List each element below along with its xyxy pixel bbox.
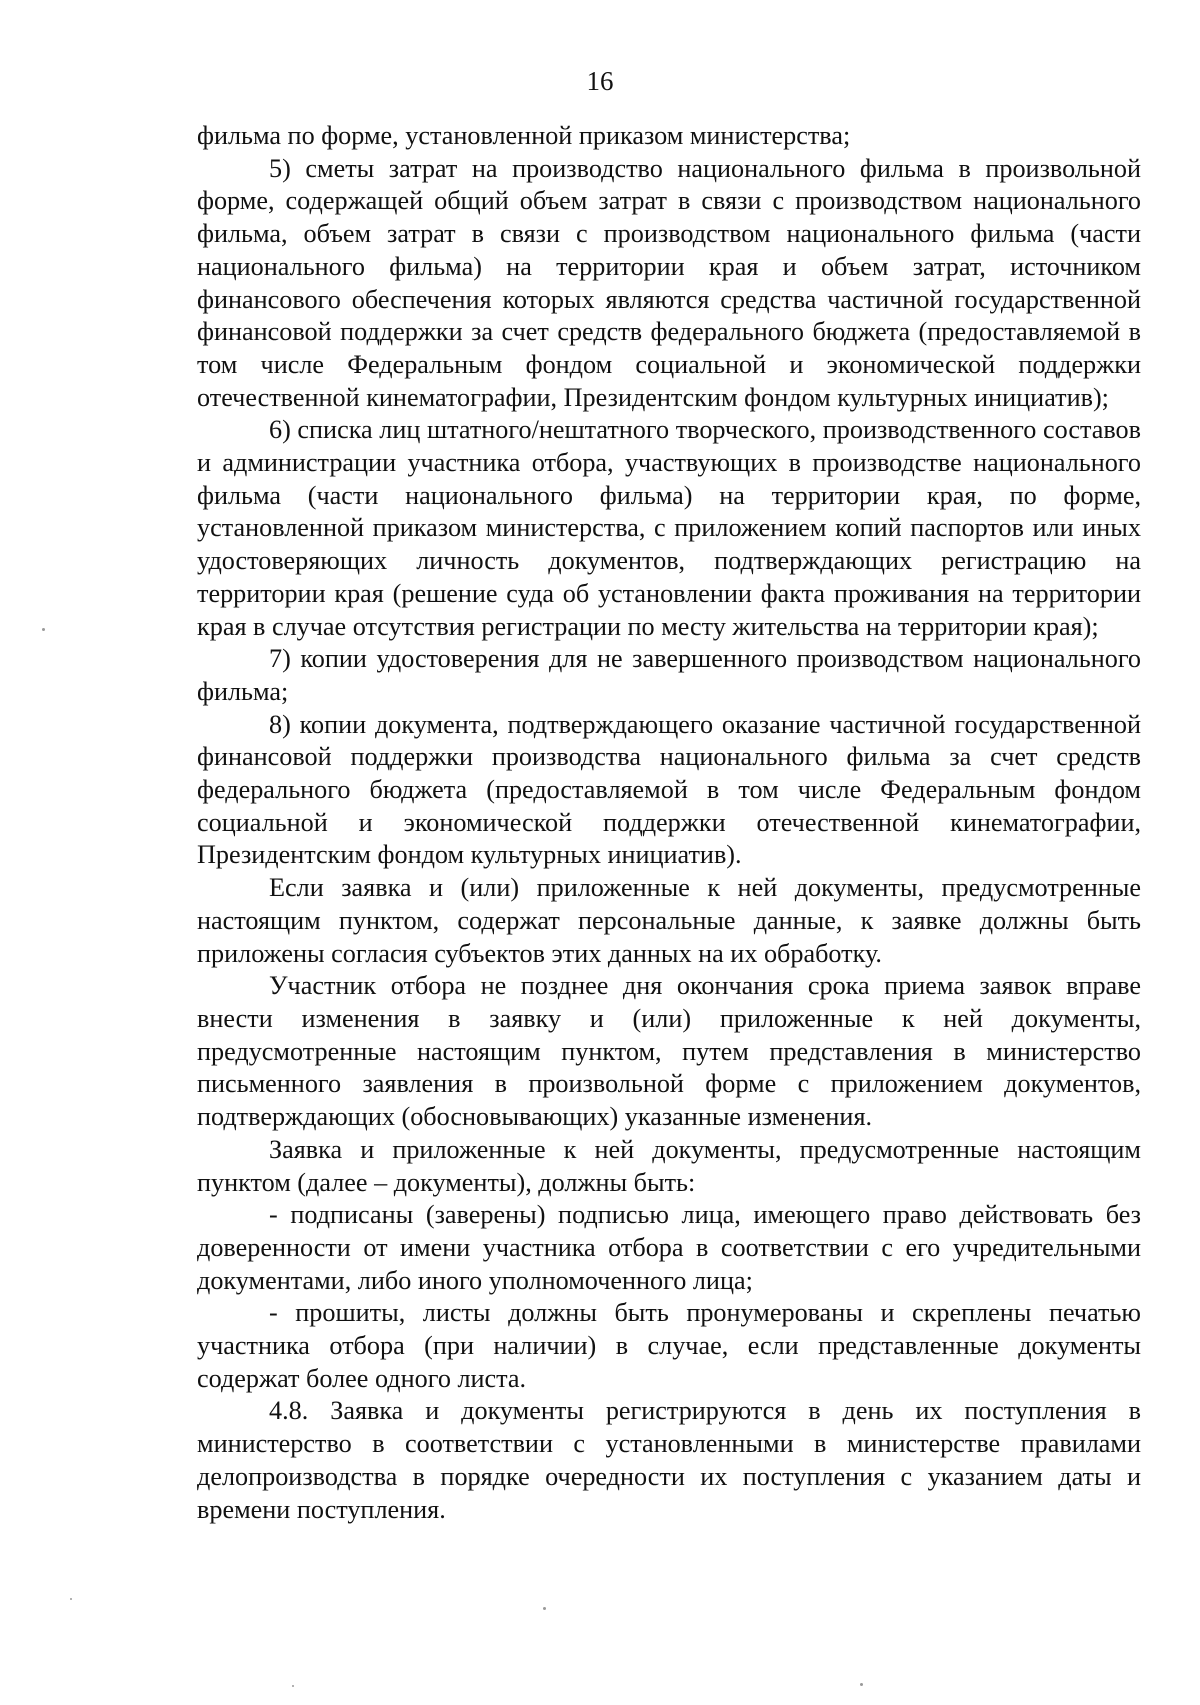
document-body bbox=[197, 120, 1141, 1526]
paragraph-changes: Участник отбора не позднее дня окончания срока приема заявок вправе внести изменения в заявку и (или) приложенные к ней документы, предусмотренные настоящим пунктом, путем представления в министерство письменного заявления в произвольной форме с приложением документов, подтверждающих (обосновывающих) указанные изменения. bbox=[197, 971, 1141, 1132]
page-number: 16 bbox=[586, 66, 614, 96]
scan-speck bbox=[860, 1683, 863, 1686]
paragraph-personal-data: Если заявка и (или) приложенные к ней документы, предусмотренные настоящим пунктом, содержат персональные данные, к заявке должны быть приложены согласия субъектов этих данных на их обработку. bbox=[197, 873, 1141, 968]
paragraph-item-7: 7) копии удостоверения для не завершенного производством национального фильма; bbox=[197, 644, 1141, 706]
paragraph-4-8: 4.8. Заявка и документы регистрируются в день их поступления в министерство в соответствии с установленными в министерстве правилами делопроизводства в порядке очередности их поступления с указанием даты и времени поступления. bbox=[197, 1396, 1141, 1524]
paragraph-stitched: - прошиты, листы должны быть пронумерованы и скреплены печатью участника отбора (при наличии) в случае, если представленные документы содержат более одного листа. bbox=[197, 1298, 1141, 1393]
scan-speck bbox=[70, 1598, 72, 1600]
scan-speck bbox=[42, 628, 45, 631]
scan-speck bbox=[292, 1685, 294, 1687]
paragraph-item-8: 8) копии документа, подтверждающего оказание частичной государственной финансовой поддержки производства национального фильма за счет средств федерального бюджета (предоставляемой в том числе Федеральным фондом социальной и экономической поддержки отечественной кинематографии, Президентским фондом культурных инициатив). bbox=[197, 709, 1141, 870]
paragraph-item-6: 6) списка лиц штатного/нештатного творческого, производственного составов и администрации участника отбора, участвующих в производстве национального фильма (части национального фильма) на территории края, по форме, установленной приказом министерства, с приложением копий паспортов или иных удостоверяющих личность документов, подтверждающих регистрацию на территории края (решение суда об установлении факта проживания на территории края в случае отсутствия регистрации по месту жительства на территории края); bbox=[197, 415, 1141, 641]
paragraph-requirements: Заявка и приложенные к ней документы, предусмотренные настоящим пунктом (далее – документы), должны быть: bbox=[197, 1134, 1141, 1197]
paragraph-signed: - подписаны (заверены) подписью лица, имеющего право действовать без доверенности от имени участника отбора в соответствии с его учредительными документами, либо иного уполномоченного лица; bbox=[197, 1200, 1141, 1295]
scan-speck bbox=[543, 1607, 546, 1610]
paragraph-continuation: фильма по форме, установленной приказом министерства; bbox=[197, 121, 851, 150]
paragraph-item-5: 5) сметы затрат на производство национального фильма в произвольной форме, содержащей общий объем затрат в связи с производством национального фильма, объем затрат в связи с производством национального фильма (части национального фильма) на территории края и объем затрат, источником финансового обеспечения которых являются средства частичной государственной финансовой поддержки за счет средств федерального бюджета (предоставляемой в том числе Федеральным фондом социальной и экономической поддержки отечественной кинематографии, Президентским фондом культурных инициатив); bbox=[197, 153, 1141, 412]
